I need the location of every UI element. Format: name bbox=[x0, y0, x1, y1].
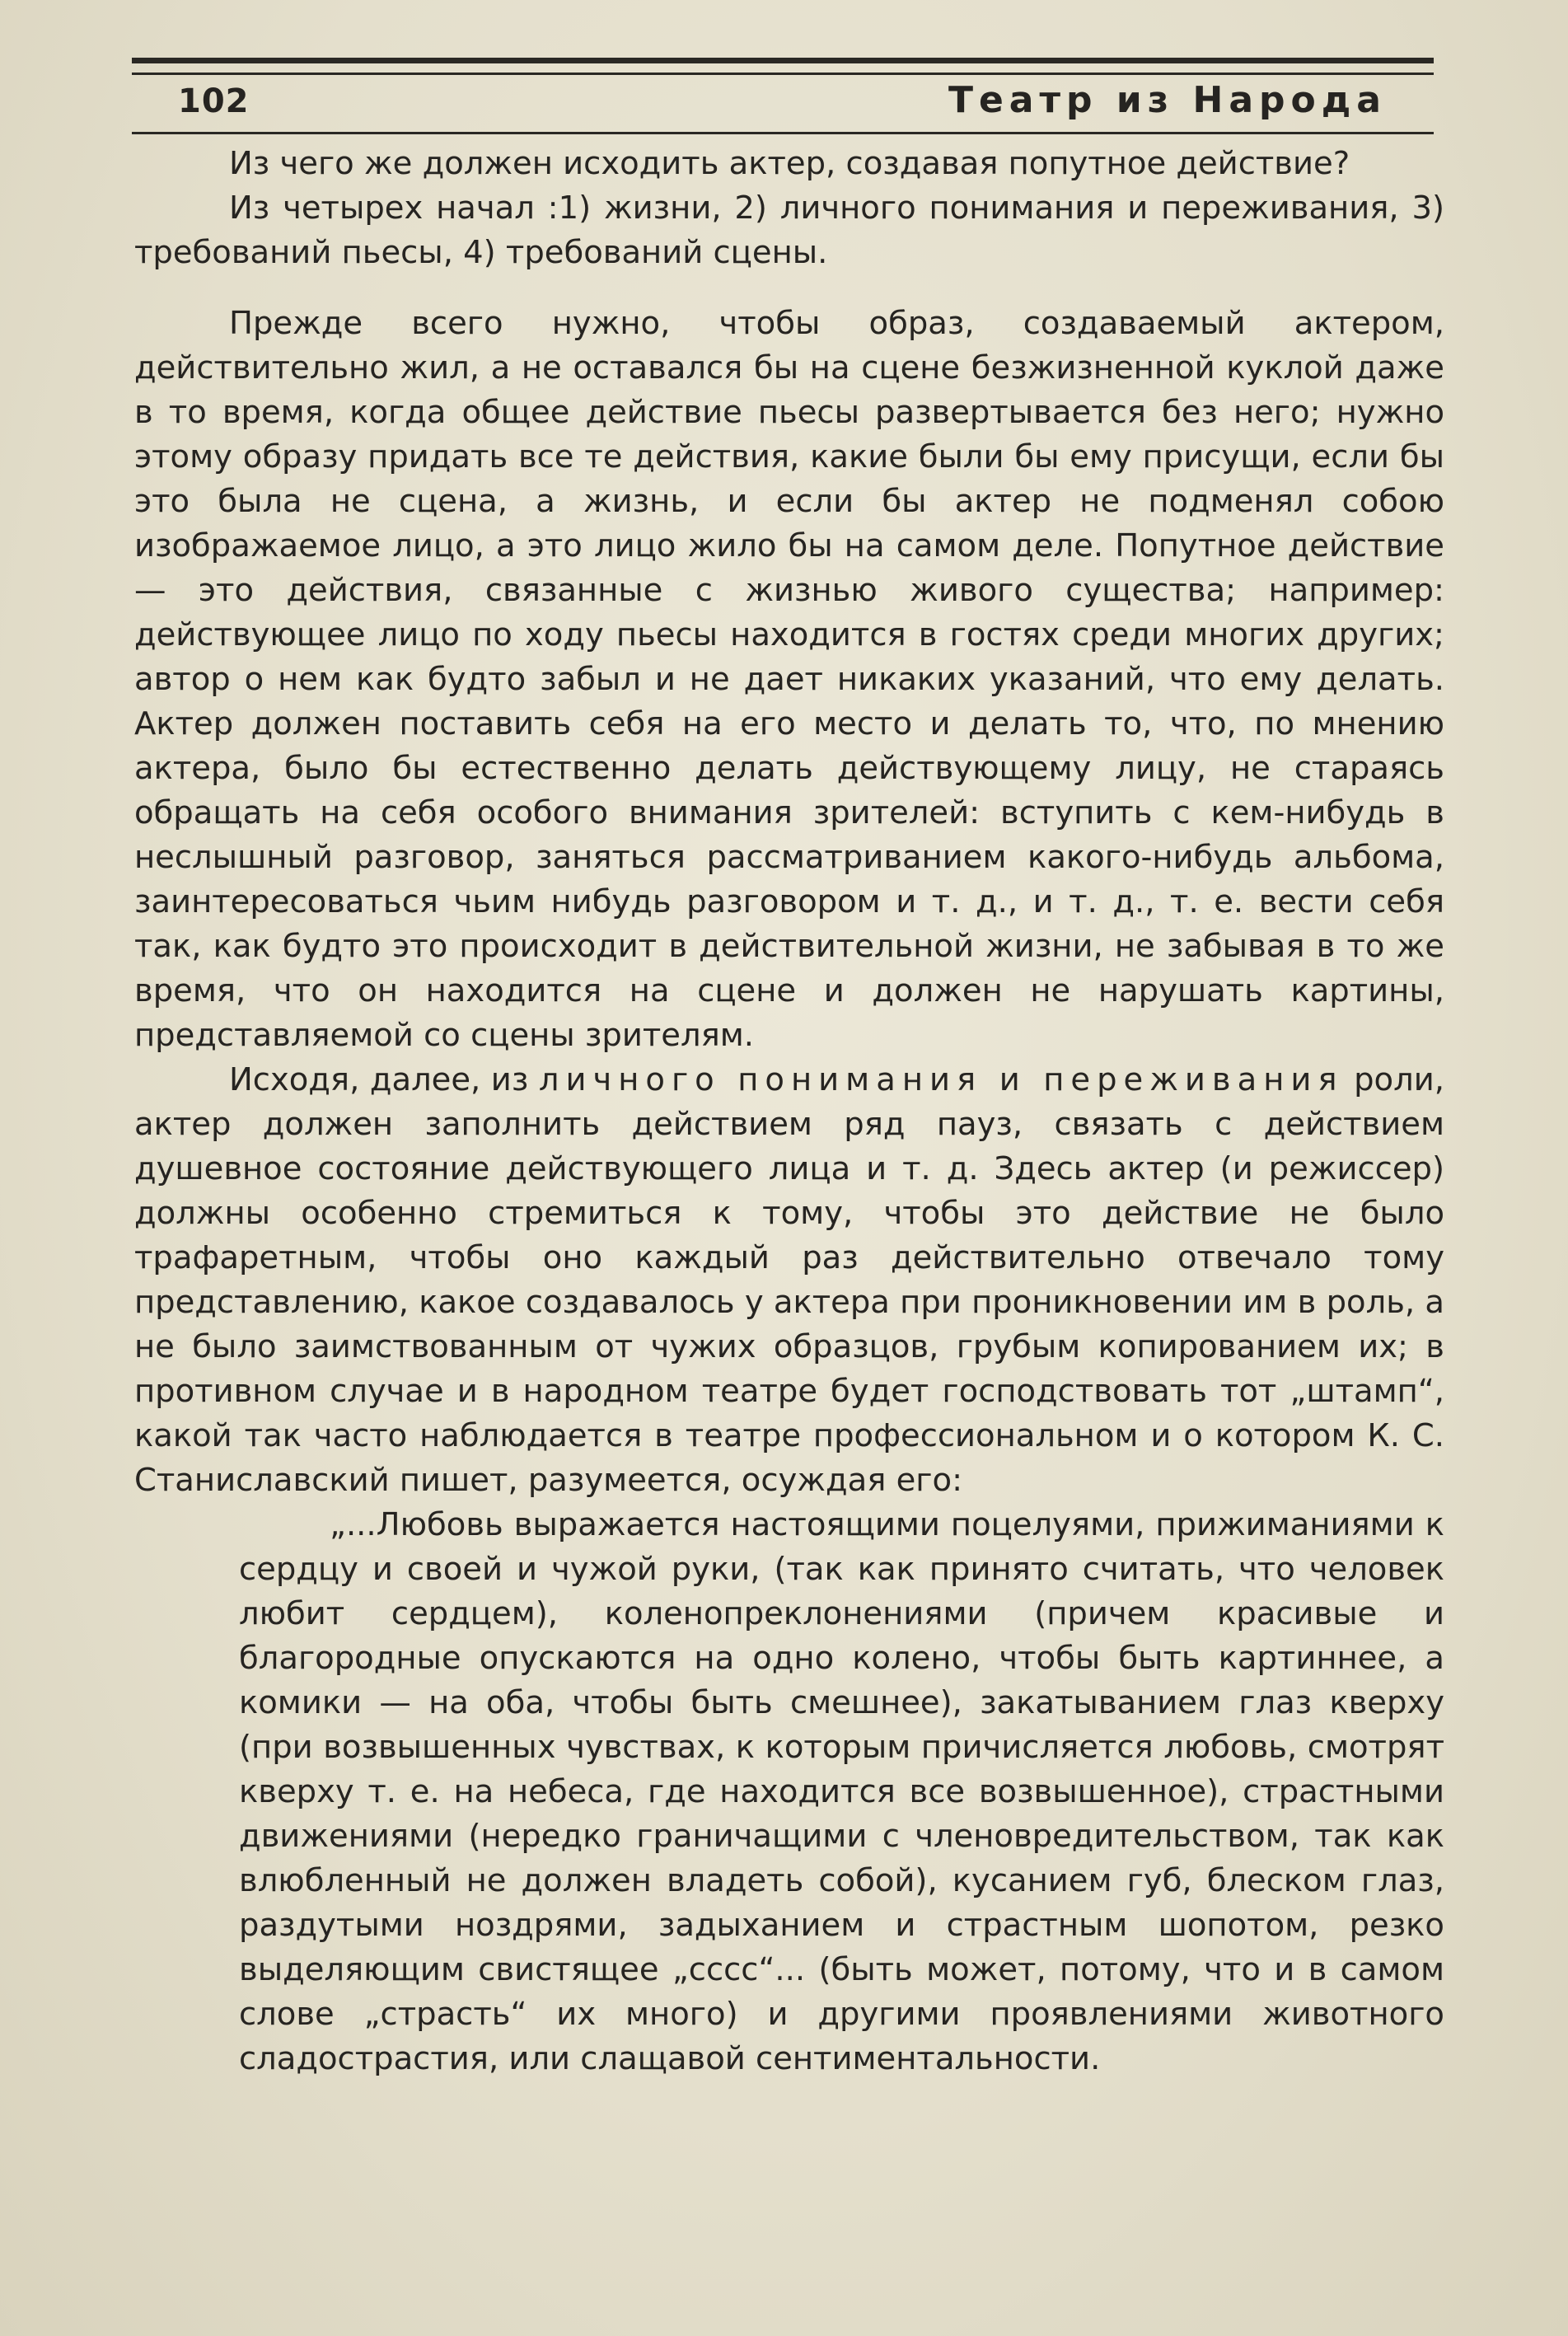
header-rule-thin bbox=[132, 73, 1434, 75]
paragraph-living-image: Прежде всего нужно, чтобы образ, создаваемый актером, действительно жил, а не оставался бы на сцене безжизненной куклой даже в то время, когда общее действие пьесы развертывается без него; нужно этому образу придать все те действия, какие были бы ему присущи, если бы это была не сцена, а жизнь, и если бы актер не подменял собою изображаемое лицо, а это лицо жило бы на самом деле. Попутное действие — это действия, связанные с жизнью живого существа; например: действующее лицо по ходу пьесы находится в гостях среди многих других; автор о нем как будто забыл и не дает никаких указаний, что ему делать. Актер должен поставить себя на его место и делать то, что, по мнению актера, было бы естественно делать действующему лицу, не стараясь обращать на себя особого внимания зрителей: вступить с кем-нибудь в неслышный разговор, заняться рассматриванием какого-нибудь альбома, заинтересоваться чьим нибудь разговором и т. д., и т. д., т. е. вести себя так, как будто это происходит в действительной жизни, не забывая в то же время, что он находится на сцене и должен не нарушать картины, представляемой со сцены зрителям. bbox=[134, 305, 1444, 1054]
page-number: 102 bbox=[178, 82, 250, 120]
header-rule-thick bbox=[132, 58, 1434, 63]
paragraph-four-principles: Из четырех начал :1) жизни, 2) личного понимания и переживания, 3) требований пьесы, 4) требований сцены. bbox=[134, 190, 1444, 271]
stanislavsky-quote: „...Любовь выражается настоящими поцелуями, прижиманиями к сердцу и своей и чужой руки, (так как принято считать, что человек любит сердцем), коленопреклонениями (причем красивые и благородные опускаются на одно колено, чтобы быть картиннее, а комики — на оба, чтобы быть смешнее), закатыванием глаз кверху (при возвышенных чувствах, к которым причисляется любовь, смотрят кверху т. е. на небеса, где находится все возвышенное), страстными движениями (нередко граничащими с членовредительством, так как влюбленный не должен владеть собой), кусанием губ, блеском глаз, раздутыми ноздрями, задыханием и страстным шопотом, резко выделяющим свистящее „сссс“... (быть может, потому, что и в самом слове „страсть“ их много) и другими проявлениями животного сладострастия, или слащавой сентиментальности. bbox=[239, 1506, 1444, 2077]
emphasized-phrase: личного понимания и переживания bbox=[538, 1061, 1344, 1098]
paragraph-personal-understanding bbox=[134, 1058, 1444, 1503]
paragraph-question: Из чего же должен исходить актер, создавая попутное действие? bbox=[229, 145, 1350, 182]
body-text bbox=[134, 142, 1444, 2081]
running-title: Театр из Народа bbox=[948, 79, 1387, 121]
paragraph-lead-in: Исходя, далее, из bbox=[229, 1061, 529, 1098]
paragraph-continuation: роли, актер должен заполнить действием ряд пауз, связать с действием душевное состояние действующего лица и т. д. Здесь актер (и режиссер) должны особенно стремиться к тому, чтобы это действие не было трафаретным, чтобы оно каждый раз действительно отвечало тому представлению, какое создавалось у актера при проникновении им в роль, а не было заимствованным от чужих образцов, грубым копированием их; в противном случае и в народном театре будет господствовать тот „штамп“, какой так часто наблюдается в театре профессиональном и о котором К. С. Станиславский пишет, разумеется, осуждая его: bbox=[134, 1061, 1444, 1499]
header-rule-bottom bbox=[132, 132, 1434, 134]
